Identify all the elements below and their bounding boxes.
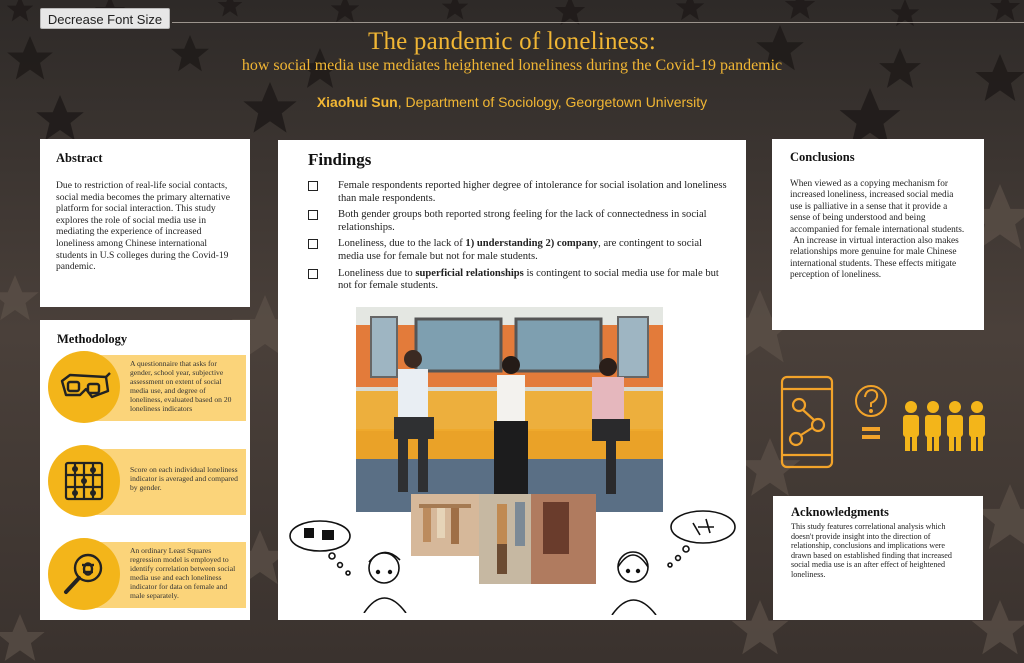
acknowledgments-text: This study features correlational analysis which doesn't provide insight into the direction of relationship, conclusions and implications were drawn based on established finding that increased social media use is an after effect of heightened loneliness. (791, 522, 952, 579)
findings-list-item (308, 209, 728, 234)
findings-list-item (308, 268, 728, 293)
finding-emphasis: 1) understanding 2) company (465, 238, 599, 250)
finding-text: Loneliness due to (338, 267, 416, 279)
female-chat-doodle (598, 505, 738, 615)
methodology-item-text: Score on each individual loneliness indicator is averaged and compared by gender. (130, 465, 238, 492)
checkbox-icon (308, 269, 318, 279)
decrease-font-size-button[interactable]: Decrease Font Size (40, 8, 170, 29)
methodology-item (48, 538, 280, 614)
3d-glasses-icon (48, 351, 120, 423)
methodology-item (48, 445, 280, 521)
abstract-text: Due to restriction of real-life social contacts, social media becomes the primary alternative platform for social interaction. This study explores the role of social media use in mediating the experience of increased loneliness among Chinese international students in U.S colleges during the Covid-19 pandemic. (56, 180, 230, 273)
phone-network-icon (782, 377, 832, 467)
acknowledgments-heading: Acknowledgments (791, 505, 889, 519)
poster-subtitle: how social media use mediates heightened loneliness during the Covid-19 pandemic (241, 57, 783, 74)
abstract-heading: Abstract (56, 151, 103, 165)
findings-panel (278, 140, 746, 620)
conclusions-text-2: An increase in virtual interaction also makes relationships more genuine for male Chinese international students. These effects mitigate perception of loneliness. (790, 236, 959, 281)
header-divider (172, 22, 1024, 23)
social-media-equals-people-graphic (778, 375, 998, 470)
checkbox-icon (308, 239, 318, 249)
methodology-heading: Methodology (57, 332, 128, 346)
findings-list-item (308, 238, 728, 263)
checkbox-icon (308, 210, 318, 220)
findings-heading: Findings (308, 150, 372, 169)
conclusions-panel (772, 139, 984, 330)
abacus-icon (48, 445, 120, 517)
author-name: Xiaohui Sun (316, 94, 398, 110)
methodology-item-text: A questionnaire that asks for gender, school year, subjective assessment on extent of social media use, and degree of loneliness, evaluated based on 20 loneliness indicators (130, 359, 232, 413)
findings-list (308, 180, 728, 297)
conclusions-text-1: When viewed as a copying mechanism for increased loneliness, increased social media use is palliative in a sense that it provide a sense of being understood and being accompanied for female international students. (790, 179, 965, 235)
findings-list-item (308, 180, 728, 205)
finding-text-rest: , are contingent to social media use for female but not for male students. (338, 238, 702, 262)
abstract-panel (40, 139, 250, 307)
street-scene-photo (411, 494, 596, 584)
finding-text: Loneliness, due to the lack of (338, 238, 466, 250)
checkbox-icon (308, 181, 318, 191)
question-icon (856, 386, 886, 416)
male-chat-doodle (284, 518, 414, 613)
methodology-icon-circle (48, 445, 120, 517)
conclusions-heading: Conclusions (790, 150, 855, 164)
acknowledgments-panel (773, 496, 983, 620)
methodology-panel (40, 320, 250, 620)
methodology-item (48, 351, 280, 427)
methodology-icon-circle (48, 538, 120, 610)
students-on-train-photo (356, 307, 663, 512)
poster-title: The pandemic of loneliness: (368, 28, 656, 55)
poster-author (0, 94, 1024, 110)
finding-text: Female respondents reported higher degree of intolerance for social isolation and loneliness than male respondents. (338, 180, 727, 204)
finding-text: Both gender groups both reported strong feeling for the lack of connectedness in social relationships. (338, 209, 707, 233)
author-affiliation: , Department of Sociology, Georgetown University (397, 94, 708, 110)
magnifier-bug-icon (48, 538, 120, 610)
methodology-icon-circle (48, 351, 120, 423)
equals-icon (862, 427, 880, 439)
finding-text-rest: is contingent to social media use for male but not for female students. (338, 267, 719, 292)
methodology-item-text: An ordinary Least Squares regression model is employed to identify correlation between social media use and each loneliness indicator for data on female and male separately. (130, 546, 236, 600)
people-group-icon (903, 401, 985, 451)
finding-emphasis: superficial relationships (415, 267, 524, 279)
